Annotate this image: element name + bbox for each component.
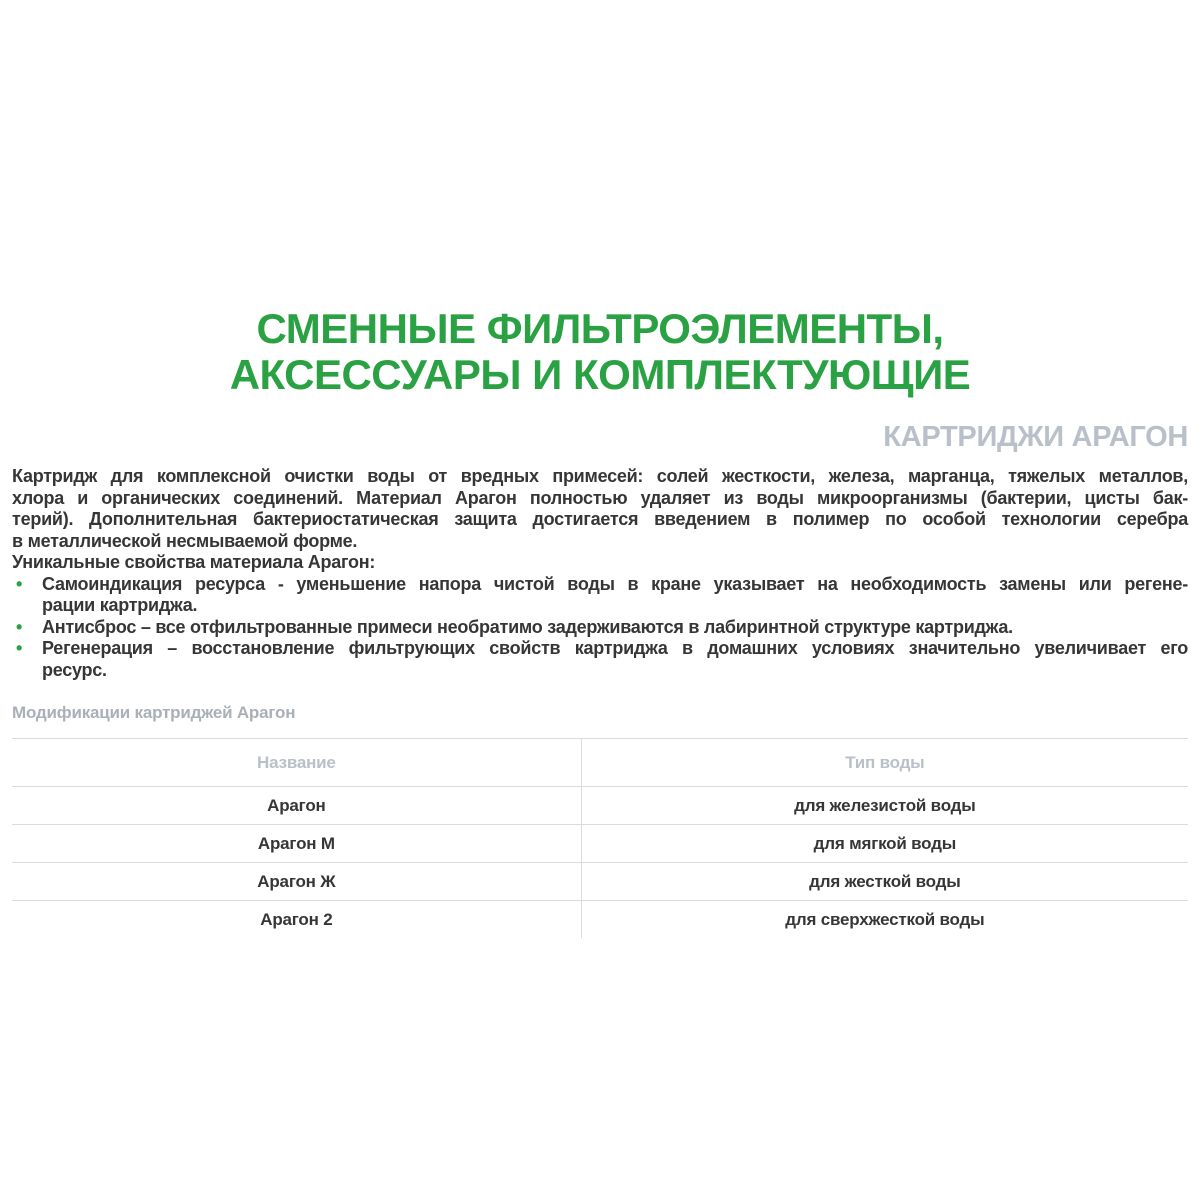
bullet-item: [12, 574, 1188, 617]
modifications-section: [12, 703, 1188, 938]
paragraph-line: хлора и органических соединений. Материал Арагон полностью удаляет из воды микроорганизмы (бактерии, цисты бак-: [12, 487, 1188, 508]
bullet-icon: •: [16, 573, 23, 594]
cell-water-type: для жесткой воды: [581, 863, 1188, 901]
cell-water-type: для мягкой воды: [581, 825, 1188, 863]
section-heading: КАРТРИДЖИ АРАГОН: [883, 421, 1188, 453]
paragraph-line: в металлической несмываемой форме.: [12, 530, 358, 551]
table-row: [12, 787, 1188, 825]
bullet-list: [12, 574, 1188, 682]
table-header-row: [12, 739, 1188, 787]
cell-name: Арагон: [12, 787, 581, 825]
bullet-line: Самоиндикация ресурса - уменьшение напора чистой воды в кране указывает на необходимость замены или регене-: [42, 573, 1188, 594]
column-header-water-type: Тип воды: [581, 739, 1188, 787]
bullet-text: [42, 574, 1188, 617]
page-title-line-2: АКСЕССУАРЫ И КОМПЛЕКТУЮЩИЕ: [229, 351, 971, 398]
cell-water-type: для сверхжесткой воды: [581, 901, 1188, 939]
bullet-line: Регенерация – восстановление фильтрующих свойств картриджа в домашних условиях значительно увеличивает его: [42, 638, 1188, 658]
paragraph-line: Картридж для комплексной очистки воды от вредных примесей: солей жесткости, железа, марганца, тяжелых металлов,: [12, 466, 1188, 486]
cell-name: Арагон Ж: [12, 863, 581, 901]
table-row: [12, 901, 1188, 939]
table-row: [12, 825, 1188, 863]
column-header-name: Название: [12, 739, 581, 787]
table-caption: Модификации картриджей Арагон: [12, 703, 296, 722]
bullet-item: [12, 617, 1188, 639]
intro-section: [12, 466, 1188, 681]
cell-water-type: для железистой воды: [581, 787, 1188, 825]
page-title-line-1: СМЕННЫЕ ФИЛЬТРОЭЛЕМЕНТЫ,: [256, 305, 944, 352]
bullet-text: [42, 638, 1188, 681]
bullet-text: [42, 617, 1188, 639]
cell-name: Арагон 2: [12, 901, 581, 939]
bullet-icon: •: [16, 616, 23, 637]
bullet-icon: •: [16, 638, 23, 658]
properties-heading: Уникальные свойства материала Арагон:: [12, 552, 376, 572]
page-title: [12, 306, 1188, 398]
paragraph-line: терий). Дополнительная бактериостатическая защита достигается введением в полимер по особой технологии серебра: [12, 509, 1188, 529]
modifications-table: [12, 738, 1188, 938]
cell-name: Арагон М: [12, 825, 581, 863]
bullet-line: рации картриджа.: [42, 595, 198, 615]
table-row: [12, 863, 1188, 901]
bullet-item: [12, 638, 1188, 681]
bullet-line: ресурс.: [42, 659, 107, 680]
bullet-line: Антисброс – все отфильтрованные примеси необратимо задерживаются в лабиринтной структуре картриджа.: [42, 616, 1013, 637]
intro-paragraph: [12, 466, 1188, 552]
